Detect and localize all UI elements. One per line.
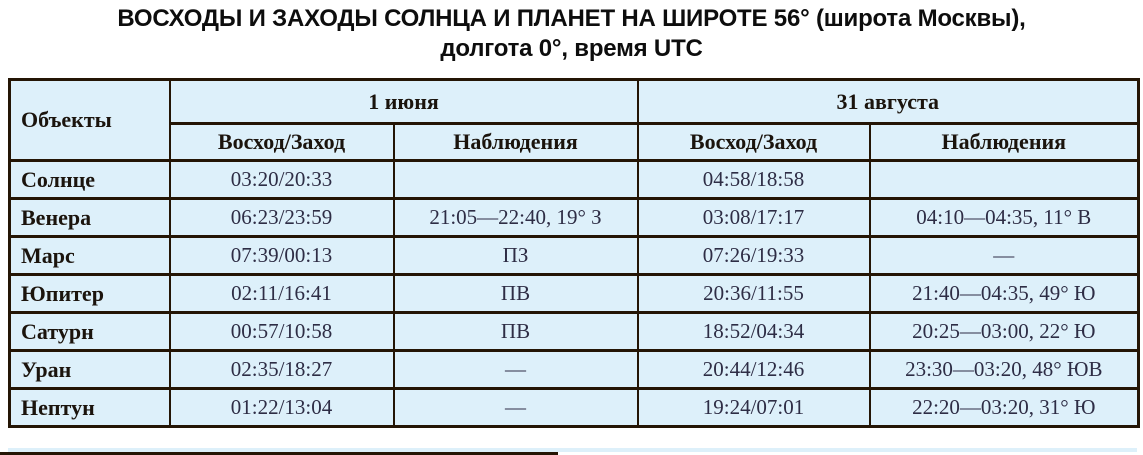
page-title-line2: долгота 0°, время UTC [440, 35, 703, 63]
table-row-jupiter [10, 275, 1139, 313]
june1-observations: ПВ [394, 275, 638, 313]
table-row-neptune [10, 389, 1139, 427]
june1-observations: ПЗ [394, 237, 638, 275]
aug31-rise-set: 07:26/19:33 [638, 237, 870, 275]
rise-set-table [8, 78, 1140, 428]
aug31-observations: 04:10—04:35, 11° В [870, 199, 1139, 237]
object-name: Марс [10, 237, 170, 275]
aug31-observations: — [870, 237, 1139, 275]
object-name: Нептун [10, 389, 170, 427]
aug31-rise-set: 20:44/12:46 [638, 351, 870, 389]
table-row-uranus [10, 351, 1139, 389]
object-name: Уран [10, 351, 170, 389]
aug31-rise-set: 19:24/07:01 [638, 389, 870, 427]
aug31-rise-set: 18:52/04:34 [638, 313, 870, 351]
group-header-june1: 1 июня [170, 80, 638, 124]
june1-rise-set: 02:35/18:27 [170, 351, 394, 389]
june1-observations: — [394, 389, 638, 427]
june1-rise-set: 06:23/23:59 [170, 199, 394, 237]
group-header-aug31: 31 августа [638, 80, 1139, 124]
table-row-saturn [10, 313, 1139, 351]
object-name: Солнце [10, 161, 170, 199]
table-row-sun [10, 161, 1139, 199]
object-name: Юпитер [10, 275, 170, 313]
june1-rise-set: 01:22/13:04 [170, 389, 394, 427]
aug31-observations [870, 161, 1139, 199]
column-header-june1-rise-set: Восход/Заход [170, 124, 394, 161]
aug31-rise-set: 04:58/18:58 [638, 161, 870, 199]
column-header-aug31-observations: Наблюдения [870, 124, 1139, 161]
object-name: Венера [10, 199, 170, 237]
column-header-objects: Объекты [10, 80, 170, 161]
column-header-aug31-rise-set: Восход/Заход [638, 124, 870, 161]
june1-rise-set: 02:11/16:41 [170, 275, 394, 313]
aug31-observations: 22:20—03:20, 31° Ю [870, 389, 1139, 427]
june1-observations [394, 161, 638, 199]
june1-rise-set: 07:39/00:13 [170, 237, 394, 275]
table-header-groups [10, 80, 1139, 124]
aug31-observations: 21:40—04:35, 49° Ю [870, 275, 1139, 313]
june1-observations: 21:05—22:40, 19° З [394, 199, 638, 237]
table-row-mars [10, 237, 1139, 275]
june1-rise-set: 03:20/20:33 [170, 161, 394, 199]
june1-observations: ПВ [394, 313, 638, 351]
column-header-june1-observations: Наблюдения [394, 124, 638, 161]
aug31-rise-set: 20:36/11:55 [638, 275, 870, 313]
page-title-line1: ВОСХОДЫ И ЗАХОДЫ СОЛНЦА И ПЛАНЕТ НА ШИРОТЕ 56° (широта Москвы), [117, 5, 1026, 32]
table-row-venus [10, 199, 1139, 237]
aug31-rise-set: 03:08/17:17 [638, 199, 870, 237]
object-name: Сатурн [10, 313, 170, 351]
june1-rise-set: 00:57/10:58 [170, 313, 394, 351]
page-title [0, 4, 1143, 66]
aug31-observations: 23:30—03:20, 48° ЮВ [870, 351, 1139, 389]
aug31-observations: 20:25—03:00, 22° Ю [870, 313, 1139, 351]
june1-observations: — [394, 351, 638, 389]
table-header-columns [10, 124, 1139, 161]
